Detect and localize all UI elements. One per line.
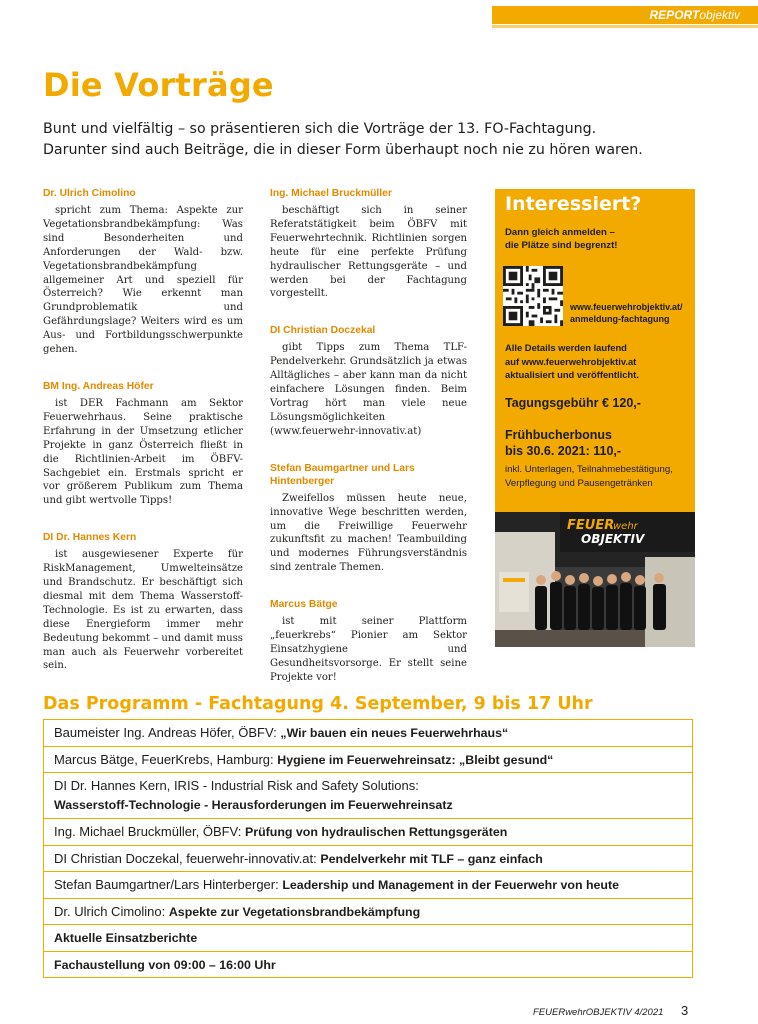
program-row-speaker: Dr. Ulrich Cimolino: <box>54 903 169 919</box>
program-row <box>44 773 693 819</box>
promo-inclusions-line: inkl. Unterlagen, Teilnahmebestätigung, <box>505 464 673 475</box>
program-row <box>44 845 693 872</box>
promo-details-line: Alle Details werden laufend <box>505 342 627 353</box>
team-photo <box>495 512 695 647</box>
photo-banner-text: FEUER <box>567 518 615 533</box>
program-row-speaker: Marcus Bätge, FeuerKrebs, Hamburg: <box>54 751 278 767</box>
program-row <box>44 872 693 899</box>
speaker-text: ist DER Fachmann am Sektor Feuerwehrhaus. Seine praktische Erfahrung in der Umsetzung etlicher Projekte in ganz Österreich fließt in die Richtlinien-Arbeit im ÖBFV-Sachgebiet ein. Erstmals spricht er vor größerem Publikum zum Thema und gibt wertvolle Tipps! <box>43 397 243 507</box>
speakers-column-2 <box>270 187 467 708</box>
report-label-thin: objektiv <box>699 8 740 22</box>
speaker-text: spricht zum Thema: Aspekte zur Vegetationsbrandbekämpfung: Was sind Besonderheiten und Anforderungen der Wald- bzw. Vegetationsbrandbekämpfung allgemeiner Art und speziell für Österreich? Wie erkennt man Grundproblematik und Gefährdungslage? Weiters wird es um Aus- und Fortbildungsschwerpunkte gehen. <box>43 205 243 356</box>
program-row-speaker: DI Dr. Hannes Kern, IRIS - Industrial Risk and Safety Solutions: <box>54 778 419 793</box>
program-row <box>44 951 693 978</box>
program-row-speaker: Stefan Baumgartner/Lars Hinterberger: <box>54 877 283 893</box>
program-row-topic: Fachaustellung von 09:00 – 16:00 Uhr <box>54 957 276 972</box>
speaker-name: Stefan Baumgartner und Lars Hintenberger <box>270 462 415 487</box>
promo-callout-line: die Plätze sind begrenzt! <box>505 240 618 251</box>
promo-callout-line: Dann gleich anmelden – <box>505 227 615 238</box>
speaker-name: DI Dr. Hannes Kern <box>43 532 137 544</box>
program-row <box>44 819 693 846</box>
promo-inclusions-line: Verpflegung und Pausengetränken <box>505 477 653 489</box>
speaker-name: BM Ing. Andreas Höfer <box>43 380 154 392</box>
program-table <box>43 719 693 978</box>
speaker-name: Ing. Michael Bruckmüller <box>270 188 392 199</box>
promo-details-line: aktualisiert und veröffentlicht. <box>505 369 639 380</box>
page-number: 3 <box>681 1003 689 1018</box>
report-header-stripe <box>492 25 758 28</box>
promo-title: Interessiert? <box>505 193 642 215</box>
promo-inclusions <box>505 463 673 490</box>
report-objektiv-label <box>650 6 740 24</box>
program-row-speaker: Baumeister Ing. Andreas Höfer, ÖBFV: <box>54 725 281 741</box>
speaker-text: Zweifellos müssen heute neue, innovative Wege beschritten werden, um die Freiwillige Feuerwehr zukunftsfit zu machen! Teambuilding und modernes Führungsverständnis sind zentrale Themen. <box>270 492 467 574</box>
qr-code-icon[interactable] <box>503 266 563 326</box>
magazine-footer: FEUERwehrOBJEKTIV 4/2021 <box>533 1007 664 1018</box>
program-row <box>44 925 693 952</box>
program-row-topic: Pendelverkehr mit TLF – ganz einfach <box>320 851 543 866</box>
program-row-topic: Leadership und Management in der Feuerwehr von heute <box>282 878 620 893</box>
program-row-topic: „Wir bauen ein neues Feuerwehrhaus“ <box>280 726 509 741</box>
page-title: Die Vorträge <box>43 66 274 104</box>
promo-early-line: bis 30.6. 2021: 110,- <box>505 444 622 458</box>
promo-early-bird <box>505 427 621 459</box>
speaker-name: Marcus Bätge <box>270 599 338 611</box>
speaker-text: gibt Tipps zum Thema TLF-Pendelverkehr. Grundsätzlich ja etwas Alltägliches – aber kann man da nicht einfachere Lösungen finden. Beim Vortrag hört man viele neue Lösungsmöglichkeiten (www.feuerwehr-innovativ.at) <box>270 342 467 437</box>
speaker-text: ist ausgewiesener Experte für RiskManagement, Umwelteinsätze und Brandschutz. Er beschäftigt sich diesmal mit dem Thema Wasserstoff-Technologie. Es ist zu erwarten, dass diese Energieform immer mehr Bedeutung bekommt – und damit muss man auch als Feuerwehr vorbereitet sein. <box>43 549 243 672</box>
program-row-speaker: Ing. Michael Bruckmüller, ÖBFV: <box>54 824 245 840</box>
program-row-topic: Aspekte zur Vegetationsbrandbekämpfung <box>168 904 421 919</box>
speaker-name: Dr. Ulrich Cimolino <box>43 188 136 199</box>
speaker-text: beschäftigt sich in seiner Referatstätigkeit beim ÖBFV mit Feuerwehrtechnik. Richtlinien sorgen heute für eine perfekte Prüfung hydraulischer Rettungsgeräte – und werden bei der Fachtagung vorgestellt. <box>270 205 467 300</box>
registration-link-line[interactable]: anmeldung-fachtagung <box>570 314 670 324</box>
speaker-name: DI Christian Doczekal <box>270 325 376 337</box>
program-row <box>44 898 693 925</box>
program-row <box>44 720 693 747</box>
registration-link[interactable] <box>570 301 683 325</box>
speakers-column-1 <box>43 187 243 696</box>
program-row-topic: Hygiene im Feuerwehreinsatz: „Bleibt gesund“ <box>277 752 554 767</box>
report-label-bold: REPORT <box>649 8 700 22</box>
program-row-topic: Wasserstoff-Technologie - Herausforderungen im Feuerwehreinsatz <box>54 798 453 812</box>
promo-callout <box>505 226 617 252</box>
promo-early-line: Frühbucherbonus <box>505 428 612 442</box>
registration-link-line[interactable]: www.feuerwehrobjektiv.at/ <box>570 302 683 312</box>
photo-banner-text-small: wehr <box>613 521 638 532</box>
program-title: Das Programm - Fachtagung 4. September, 9 bis 17 Uhr <box>43 694 593 714</box>
program-row-topic: Aktuelle Einsatzberichte <box>54 931 198 946</box>
promo-fee: Tagungsgebühr € 120,- <box>505 396 641 410</box>
promo-details <box>505 341 639 382</box>
promo-details-line: auf www.feuerwehrobjektiv.at <box>505 355 637 367</box>
program-row <box>44 746 693 773</box>
intro-text: Bunt und vielfältig – so präsentieren sich die Vorträge der 13. FO-Fachtagung. Darunter sind auch Beiträge, die in dieser Form überhaupt noch nie zu hören waren. <box>43 121 643 158</box>
program-row-topic: Prüfung von hydraulischen Rettungsgeräten <box>244 825 508 840</box>
speaker-text: ist mit seiner Plattform „feuerkrebs“ Pionier am Sektor Einsatzhygiene und Gesundheitsvorsorge. Er stellt seine Projekte vor! <box>270 616 467 683</box>
photo-banner-text-2: OBJEKTIV <box>581 532 645 546</box>
program-row-speaker: DI Christian Doczekal, feuerwehr-innovativ.at: <box>54 850 321 866</box>
